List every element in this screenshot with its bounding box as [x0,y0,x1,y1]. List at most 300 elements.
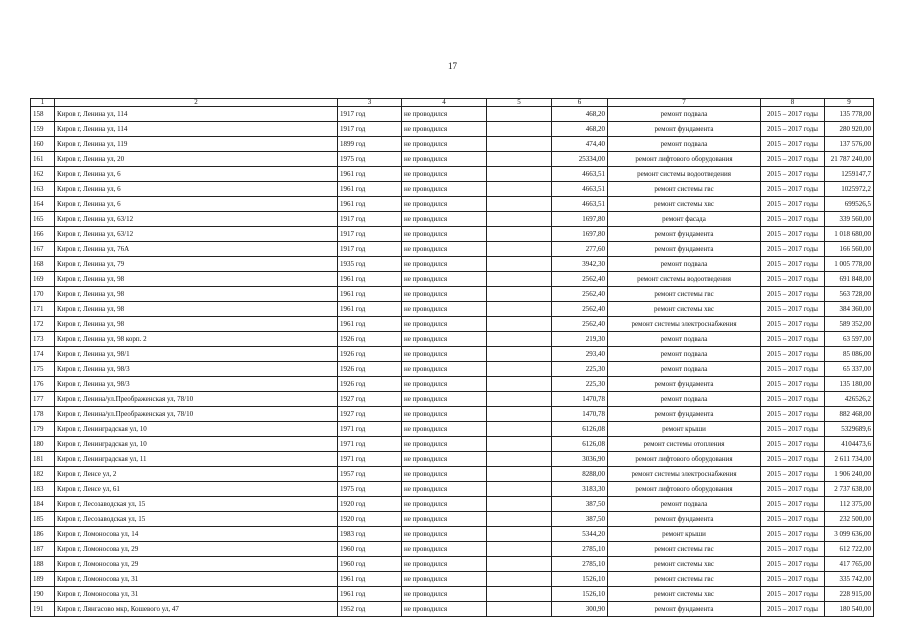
area-cell: 2562,40 [552,317,608,332]
last-repair-cell: не проводился [402,437,487,452]
period-cell: 2015 – 2017 годы [761,512,825,527]
address-cell: Киров г, Ленинградская ул, 10 [55,437,338,452]
row-number-cell: 158 [31,107,55,122]
table-row [31,392,874,407]
last-repair-cell: не проводился [402,587,487,602]
address-cell: Киров г, Ломоносова ул, 31 [55,587,338,602]
last-repair-cell: не проводился [402,347,487,362]
table-row [31,137,874,152]
last-repair-cell: не проводился [402,197,487,212]
work-type-cell: ремонт фундамента [608,227,761,242]
cost-cell: 589 352,00 [825,317,874,332]
row-number-cell: 183 [31,482,55,497]
year-built-cell: 1917 год [338,212,402,227]
last-repair-cell: не проводился [402,497,487,512]
col-5-cell [487,212,552,227]
table-row [31,242,874,257]
cost-cell: 1 906 240,00 [825,467,874,482]
row-number-cell: 191 [31,602,55,617]
last-repair-cell: не проводился [402,182,487,197]
col-5-cell [487,332,552,347]
col-5-cell [487,182,552,197]
work-type-cell: ремонт системы хвс [608,302,761,317]
last-repair-cell: не проводился [402,377,487,392]
area-cell: 1697,80 [552,227,608,242]
address-cell: Киров г, Ленина ул, 6 [55,197,338,212]
period-cell: 2015 – 2017 годы [761,152,825,167]
cost-cell: 417 765,00 [825,557,874,572]
period-cell: 2015 – 2017 годы [761,332,825,347]
row-number-cell: 179 [31,422,55,437]
year-built-cell: 1961 год [338,182,402,197]
period-cell: 2015 – 2017 годы [761,197,825,212]
row-number-cell: 178 [31,407,55,422]
address-cell: Киров г, Ленина ул, 119 [55,137,338,152]
col-5-cell [487,587,552,602]
table-row [31,512,874,527]
area-cell: 1470,78 [552,392,608,407]
period-cell: 2015 – 2017 годы [761,287,825,302]
col-5-cell [487,287,552,302]
col-5-cell [487,482,552,497]
row-number-cell: 190 [31,587,55,602]
table-row [31,167,874,182]
period-cell: 2015 – 2017 годы [761,437,825,452]
year-built-cell: 1926 год [338,362,402,377]
col-5-cell [487,527,552,542]
col-5-cell [487,572,552,587]
area-cell: 1697,80 [552,212,608,227]
address-cell: Киров г, Лесозаводская ул, 15 [55,512,338,527]
area-cell: 219,30 [552,332,608,347]
last-repair-cell: не проводился [402,407,487,422]
area-cell: 387,50 [552,497,608,512]
work-type-cell: ремонт подвала [608,392,761,407]
year-built-cell: 1920 год [338,512,402,527]
cost-cell: 85 086,00 [825,347,874,362]
col-5-cell [487,377,552,392]
work-type-cell: ремонт крыши [608,527,761,542]
year-built-cell: 1961 год [338,302,402,317]
period-cell: 2015 – 2017 годы [761,407,825,422]
table-row [31,467,874,482]
last-repair-cell: не проводился [402,482,487,497]
table-row [31,482,874,497]
cost-cell: 135 778,00 [825,107,874,122]
table-row [31,197,874,212]
area-cell: 4663,51 [552,197,608,212]
cost-cell: 691 848,00 [825,272,874,287]
period-cell: 2015 – 2017 годы [761,302,825,317]
row-number-cell: 161 [31,152,55,167]
col-5-cell [487,152,552,167]
cost-cell: 21 787 240,00 [825,152,874,167]
area-cell: 387,50 [552,512,608,527]
col-5-cell [487,362,552,377]
work-type-cell: ремонт лифтового оборудования [608,482,761,497]
year-built-cell: 1960 год [338,557,402,572]
address-cell: Киров г, Ленина ул, 6 [55,167,338,182]
row-number-cell: 186 [31,527,55,542]
period-cell: 2015 – 2017 годы [761,212,825,227]
col-5-cell [487,407,552,422]
last-repair-cell: не проводился [402,152,487,167]
area-cell: 474,40 [552,137,608,152]
cost-cell: 426526,2 [825,392,874,407]
col-5-cell [487,197,552,212]
period-cell: 2015 – 2017 годы [761,257,825,272]
year-built-cell: 1971 год [338,452,402,467]
col-5-cell [487,227,552,242]
table-row [31,317,874,332]
period-cell: 2015 – 2017 годы [761,107,825,122]
col-5-cell [487,542,552,557]
cost-cell: 4104473,6 [825,437,874,452]
table-row [31,497,874,512]
column-number: 1 [31,99,55,107]
table-row [31,452,874,467]
year-built-cell: 1926 год [338,332,402,347]
year-built-cell: 1971 год [338,422,402,437]
year-built-cell: 1926 год [338,377,402,392]
work-type-cell: ремонт подвала [608,107,761,122]
area-cell: 468,20 [552,107,608,122]
cost-cell: 1259147,7 [825,167,874,182]
row-number-cell: 180 [31,437,55,452]
column-number: 9 [825,99,874,107]
table-row [31,437,874,452]
year-built-cell: 1917 год [338,107,402,122]
table-row [31,572,874,587]
last-repair-cell: не проводился [402,422,487,437]
table-row [31,377,874,392]
row-number-cell: 163 [31,182,55,197]
row-number-cell: 189 [31,572,55,587]
cost-cell: 2 611 734,00 [825,452,874,467]
col-5-cell [487,137,552,152]
year-built-cell: 1961 год [338,287,402,302]
table-row [31,407,874,422]
last-repair-cell: не проводился [402,392,487,407]
period-cell: 2015 – 2017 годы [761,542,825,557]
year-built-cell: 1926 год [338,347,402,362]
area-cell: 1526,10 [552,572,608,587]
area-cell: 3942,30 [552,257,608,272]
area-cell: 2785,10 [552,557,608,572]
area-cell: 5344,20 [552,527,608,542]
table-row [31,542,874,557]
last-repair-cell: не проводился [402,257,487,272]
work-type-cell: ремонт подвала [608,497,761,512]
cost-cell: 2 737 638,00 [825,482,874,497]
table-row [31,287,874,302]
area-cell: 6126,08 [552,437,608,452]
row-number-cell: 172 [31,317,55,332]
address-cell: Киров г, Ленинградская ул, 11 [55,452,338,467]
cost-cell: 3 099 636,00 [825,527,874,542]
address-cell: Киров г, Ломоносова ул, 31 [55,572,338,587]
period-cell: 2015 – 2017 годы [761,137,825,152]
period-cell: 2015 – 2017 годы [761,242,825,257]
cost-cell: 612 722,00 [825,542,874,557]
address-cell: Киров г, Ленинградская ул, 10 [55,422,338,437]
address-cell: Киров г, Ленина ул, 98/1 [55,347,338,362]
last-repair-cell: не проводился [402,467,487,482]
last-repair-cell: не проводился [402,122,487,137]
row-number-cell: 175 [31,362,55,377]
table-row [31,302,874,317]
last-repair-cell: не проводился [402,287,487,302]
period-cell: 2015 – 2017 годы [761,527,825,542]
col-5-cell [487,122,552,137]
area-cell: 468,20 [552,122,608,137]
row-number-cell: 170 [31,287,55,302]
address-cell: Киров г, Ломоносова ул, 29 [55,542,338,557]
year-built-cell: 1975 год [338,482,402,497]
work-type-cell: ремонт системы отопления [608,437,761,452]
area-cell: 8288,00 [552,467,608,482]
last-repair-cell: не проводился [402,302,487,317]
column-number: 3 [338,99,402,107]
row-number-cell: 182 [31,467,55,482]
address-cell: Киров г, Ленина ул, 98 [55,287,338,302]
page-number: 17 [448,61,457,71]
cost-cell: 882 468,00 [825,407,874,422]
col-5-cell [487,497,552,512]
last-repair-cell: не проводился [402,557,487,572]
row-number-cell: 181 [31,452,55,467]
area-cell: 3036,90 [552,452,608,467]
cost-cell: 166 560,00 [825,242,874,257]
year-built-cell: 1920 год [338,497,402,512]
col-5-cell [487,107,552,122]
last-repair-cell: не проводился [402,107,487,122]
work-type-cell: ремонт фундамента [608,602,761,617]
cost-cell: 137 576,00 [825,137,874,152]
column-number: 5 [487,99,552,107]
last-repair-cell: не проводился [402,512,487,527]
year-built-cell: 1961 год [338,572,402,587]
last-repair-cell: не проводился [402,572,487,587]
period-cell: 2015 – 2017 годы [761,272,825,287]
col-5-cell [487,167,552,182]
work-type-cell: ремонт системы гвс [608,287,761,302]
last-repair-cell: не проводился [402,227,487,242]
col-5-cell [487,512,552,527]
address-cell: Киров г, Ленина ул, 63/12 [55,227,338,242]
address-cell: Киров г, Ломоносова ул, 14 [55,527,338,542]
work-type-cell: ремонт системы гвс [608,182,761,197]
address-cell: Киров г, Лянгасово мкр, Кошевого ул, 47 [55,602,338,617]
year-built-cell: 1917 год [338,242,402,257]
work-type-cell: ремонт фундамента [608,122,761,137]
area-cell: 1526,10 [552,587,608,602]
year-built-cell: 1952 год [338,602,402,617]
area-cell: 225,30 [552,377,608,392]
cost-cell: 5329689,6 [825,422,874,437]
period-cell: 2015 – 2017 годы [761,347,825,362]
work-type-cell: ремонт крыши [608,422,761,437]
work-type-cell: ремонт фундамента [608,407,761,422]
area-cell: 225,30 [552,362,608,377]
row-number-cell: 166 [31,227,55,242]
table-row [31,272,874,287]
area-cell: 3183,30 [552,482,608,497]
table-row [31,152,874,167]
last-repair-cell: не проводился [402,542,487,557]
year-built-cell: 1961 год [338,587,402,602]
address-cell: Киров г, Ленина ул, 98/3 [55,377,338,392]
last-repair-cell: не проводился [402,332,487,347]
address-cell: Киров г, Ленина ул, 98 [55,317,338,332]
work-type-cell: ремонт системы хвс [608,557,761,572]
period-cell: 2015 – 2017 годы [761,467,825,482]
col-5-cell [487,452,552,467]
year-built-cell: 1917 год [338,122,402,137]
col-5-cell [487,317,552,332]
area-cell: 293,40 [552,347,608,362]
address-cell: Киров г, Ломоносова ул, 29 [55,557,338,572]
year-built-cell: 1961 год [338,197,402,212]
work-type-cell: ремонт системы водоотведения [608,167,761,182]
cost-cell: 339 560,00 [825,212,874,227]
row-number-cell: 164 [31,197,55,212]
area-cell: 277,60 [552,242,608,257]
cost-cell: 335 742,00 [825,572,874,587]
last-repair-cell: не проводился [402,137,487,152]
year-built-cell: 1917 год [338,227,402,242]
col-5-cell [487,437,552,452]
col-5-cell [487,467,552,482]
last-repair-cell: не проводился [402,167,487,182]
column-number: 6 [552,99,608,107]
repair-register-table [30,98,874,617]
address-cell: Киров г, Ленина ул, 98/3 [55,362,338,377]
period-cell: 2015 – 2017 годы [761,377,825,392]
column-number: 2 [55,99,338,107]
period-cell: 2015 – 2017 годы [761,422,825,437]
row-number-cell: 184 [31,497,55,512]
table-row [31,347,874,362]
table-row [31,107,874,122]
period-cell: 2015 – 2017 годы [761,362,825,377]
year-built-cell: 1935 год [338,257,402,272]
address-cell: Киров г, Ленина ул, 98 [55,272,338,287]
period-cell: 2015 – 2017 годы [761,122,825,137]
period-cell: 2015 – 2017 годы [761,587,825,602]
row-number-cell: 187 [31,542,55,557]
cost-cell: 63 597,00 [825,332,874,347]
last-repair-cell: не проводился [402,272,487,287]
address-cell: Киров г, Ленина ул, 76А [55,242,338,257]
col-5-cell [487,347,552,362]
last-repair-cell: не проводился [402,242,487,257]
work-type-cell: ремонт подвала [608,137,761,152]
cost-cell: 180 540,00 [825,602,874,617]
cost-cell: 699526,5 [825,197,874,212]
year-built-cell: 1927 год [338,392,402,407]
row-number-cell: 176 [31,377,55,392]
row-number-cell: 188 [31,557,55,572]
col-5-cell [487,557,552,572]
year-built-cell: 1961 год [338,167,402,182]
period-cell: 2015 – 2017 годы [761,452,825,467]
row-number-cell: 174 [31,347,55,362]
year-built-cell: 1983 год [338,527,402,542]
col-5-cell [487,392,552,407]
period-cell: 2015 – 2017 годы [761,392,825,407]
work-type-cell: ремонт лифтового оборудования [608,152,761,167]
row-number-cell: 173 [31,332,55,347]
address-cell: Киров г, Ленина ул, 98 корп. 2 [55,332,338,347]
col-5-cell [487,272,552,287]
address-cell: Киров г, Ленина ул, 114 [55,107,338,122]
work-type-cell: ремонт системы электроснабжения [608,317,761,332]
address-cell: Киров г, Ленина/ул.Преображенская ул, 78/10 [55,392,338,407]
col-5-cell [487,257,552,272]
address-cell: Киров г, Ленина ул, 79 [55,257,338,272]
col-5-cell [487,602,552,617]
work-type-cell: ремонт подвала [608,347,761,362]
year-built-cell: 1927 год [338,407,402,422]
area-cell: 25334,00 [552,152,608,167]
year-built-cell: 1961 год [338,317,402,332]
work-type-cell: ремонт фундамента [608,242,761,257]
table-row [31,212,874,227]
address-cell: Киров г, Ленина ул, 63/12 [55,212,338,227]
last-repair-cell: не проводился [402,452,487,467]
row-number-cell: 165 [31,212,55,227]
work-type-cell: ремонт подвала [608,257,761,272]
cost-cell: 112 375,00 [825,497,874,512]
row-number-cell: 159 [31,122,55,137]
year-built-cell: 1957 год [338,467,402,482]
last-repair-cell: не проводился [402,212,487,227]
year-built-cell: 1971 год [338,437,402,452]
cost-cell: 280 920,00 [825,122,874,137]
table-row [31,362,874,377]
col-5-cell [487,422,552,437]
area-cell: 300,90 [552,602,608,617]
work-type-cell: ремонт фундамента [608,512,761,527]
row-number-cell: 171 [31,302,55,317]
col-5-cell [487,242,552,257]
column-number: 4 [402,99,487,107]
period-cell: 2015 – 2017 годы [761,182,825,197]
row-number-cell: 169 [31,272,55,287]
last-repair-cell: не проводился [402,527,487,542]
row-number-cell: 162 [31,167,55,182]
address-cell: Киров г, Ленина ул, 114 [55,122,338,137]
work-type-cell: ремонт системы хвс [608,197,761,212]
row-number-cell: 167 [31,242,55,257]
cost-cell: 1 018 680,00 [825,227,874,242]
address-cell: Киров г, Ленина/ул.Преображенская ул, 78/10 [55,407,338,422]
area-cell: 2562,40 [552,302,608,317]
year-built-cell: 1961 год [338,272,402,287]
year-built-cell: 1960 год [338,542,402,557]
address-cell: Киров г, Лесозаводская ул, 15 [55,497,338,512]
table-row [31,122,874,137]
work-type-cell: ремонт подвала [608,362,761,377]
table-row [31,602,874,617]
row-number-cell: 160 [31,137,55,152]
year-built-cell: 1899 год [338,137,402,152]
work-type-cell: ремонт системы электроснабжения [608,467,761,482]
area-cell: 6126,08 [552,422,608,437]
row-number-cell: 177 [31,392,55,407]
last-repair-cell: не проводился [402,317,487,332]
